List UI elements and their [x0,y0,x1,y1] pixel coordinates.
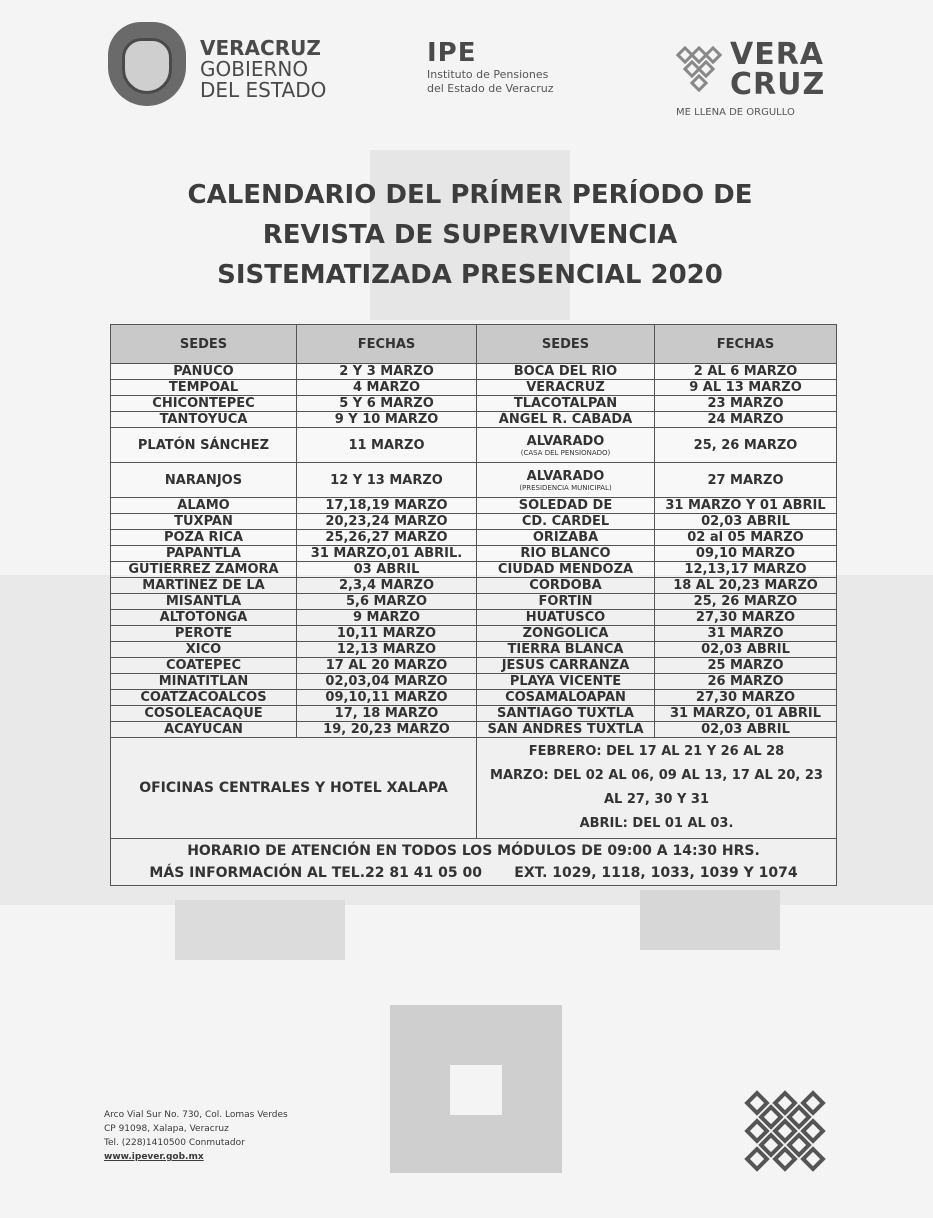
oficinas-date-line: FEBRERO: DEL 17 AL 21 Y 26 AL 28 [528,744,785,759]
table-row [111,690,837,706]
fecha-cell: 25, 26 MARZO [655,428,837,463]
fecha-cell: 2 Y 3 MARZO [297,364,477,380]
table-header-row [111,325,837,364]
oficinas-date-line: ABRIL: DEL 01 AL 03. [579,816,734,831]
fecha-cell: 02,03,04 MARZO [297,674,477,690]
sede-cell: SAN ANDRÉS TUXTLA [477,722,655,738]
fecha-cell: 17, 18 MARZO [297,706,477,722]
fecha-cell: 4 MARZO [297,380,477,396]
table-row [111,722,837,738]
sede-cell: TEMPOAL [111,380,297,396]
fecha-cell: 24 MARZO [655,412,837,428]
page-title [100,175,840,295]
sede-cell: MINATITLÁN [111,674,297,690]
table-row [111,578,837,594]
address-line3: Tel. (228)1410500 Conmutador [104,1138,245,1148]
fecha-cell: 27,30 MARZO [655,690,837,706]
table-row [111,658,837,674]
sede-cell: COATZACOALCOS [111,690,297,706]
fecha-cell: 09,10 MARZO [655,546,837,562]
title-line2: REVISTA DE SUPERVIVENCIA [262,220,678,250]
sede-cell: ORIZABA [477,530,655,546]
fecha-cell: 31 MARZO,01 ABRIL. [297,546,477,562]
fecha-cell: 5 Y 6 MARZO [297,396,477,412]
sede-cell: JESÚS CARRANZA [477,658,655,674]
sede-cell: PAPANTLA [111,546,297,562]
horario-text: HORARIO DE ATENCIÓN EN TODOS LOS MÓDULOS DE 09:00 A 14:30 HRS. [187,843,760,859]
table-row [111,674,837,690]
fecha-cell: 26 MARZO [655,674,837,690]
sede-cell: CHICONTEPEC [111,396,297,412]
fecha-cell: 2,3,4 MARZO [297,578,477,594]
veracruz-coat-of-arms-logo [108,22,186,106]
fecha-cell: 10,11 MARZO [297,626,477,642]
watermark-square-hole [450,1065,502,1115]
sede-cell: POZA RICA [111,530,297,546]
oficinas-dates [477,738,837,839]
sede-cell: COSAMALOAPAN [477,690,655,706]
alvarado-note: (PRESIDENCIA MUNICIPAL) [519,483,612,492]
fecha-cell: 2 AL 6 MARZO [655,364,837,380]
ipe-line2: del Estado de Veracruz [427,82,554,95]
sede-cell: BOCA DEL RÍO [477,364,655,380]
sede-cell: COATEPEC [111,658,297,674]
watermark-block [640,890,780,950]
table-row [111,642,837,658]
table-row [111,594,837,610]
vera-text: VERA [730,37,825,72]
gobierno-del-estado-logo-text [200,38,326,101]
sede-cell: TLACOTALPAN [477,396,655,412]
sede-cell: MARTÍNEZ DE LA [111,578,297,594]
fecha-cell: 12,13 MARZO [297,642,477,658]
sede-cell: RÍO BLANCO [477,546,655,562]
table-row [111,530,837,546]
sede-cell: COSOLEACAQUE [111,706,297,722]
gob-line1: VERACRUZ [200,36,321,60]
fecha-cell: 27 MARZO [655,463,837,498]
title-line3: SISTEMATIZADA PRESENCIAL 2020 [217,260,723,290]
address-line1: Arco Vial Sur No. 730, Col. Lomas Verdes [104,1110,288,1120]
table-row [111,498,837,514]
fecha-cell: 20,23,24 MARZO [297,514,477,530]
sede-cell: ALVARADO (PRESIDENCIA MUNICIPAL) [477,463,655,498]
fecha-cell: 19, 20,23 MARZO [297,722,477,738]
col-header-sedes: SEDES [111,325,297,364]
fecha-cell: 17 AL 20 MARZO [297,658,477,674]
sede-cell: ACAYUCAN [111,722,297,738]
sede-cell: ÁLAMO [111,498,297,514]
fecha-cell: 17,18,19 MARZO [297,498,477,514]
fecha-cell: 27,30 MARZO [655,610,837,626]
table-row [111,396,837,412]
fecha-cell: 9 AL 13 MARZO [655,380,837,396]
fecha-cell: 25, 26 MARZO [655,594,837,610]
fecha-cell: 02 al 05 MARZO [655,530,837,546]
sede-cell: NARANJOS [111,463,297,498]
table-row [111,514,837,530]
sede-cell: PLATÓN SÁNCHEZ [111,428,297,463]
address-block [104,1108,288,1164]
table-row [111,428,837,463]
oficinas-label: OFICINAS CENTRALES Y HOTEL XALAPA [111,738,477,839]
fecha-cell: 11 MARZO [297,428,477,463]
fecha-cell: 12 Y 13 MARZO [297,463,477,498]
sede-cell: CD. CARDEL [477,514,655,530]
ipe-acronym: IPE [427,38,477,68]
sede-cell: XICO [111,642,297,658]
sede-cell: TANTOYUCA [111,412,297,428]
knot-icon [676,46,722,92]
extensions-text: EXT. 1029, 1118, 1033, 1039 Y 1074 [514,865,798,881]
fecha-cell: 02,03 ABRIL [655,514,837,530]
alvarado-note: (CASA DEL PENSIONADO) [520,448,611,457]
footer-cell [111,839,837,886]
fecha-cell: 31 MARZO [655,626,837,642]
table-body [111,364,837,738]
sede-cell: VERACRUZ [477,380,655,396]
ipe-logo [427,38,554,96]
watermark-block [175,900,345,960]
sede-cell: CÓRDOBA [477,578,655,594]
footer-row [111,839,837,886]
oficinas-row [111,738,837,839]
table-row [111,380,837,396]
sede-cell: PÁNUCO [111,364,297,380]
fecha-cell: 9 Y 10 MARZO [297,412,477,428]
fecha-cell: 25 MARZO [655,658,837,674]
fecha-cell: 12,13,17 MARZO [655,562,837,578]
table-row [111,463,837,498]
sede-cell: PEROTE [111,626,297,642]
schedule-table [110,324,837,886]
sede-cell: TUXPAN [111,514,297,530]
sede-cell: TIERRA BLANCA [477,642,655,658]
fecha-cell: 31 MARZO, 01 ABRIL [655,706,837,722]
gob-line3: DEL ESTADO [200,78,327,102]
address-line2: CP 91098, Xalapa, Veracruz [104,1124,229,1134]
fecha-cell: 02,03 ABRIL [655,642,837,658]
ipe-line1: Instituto de Pensiones [427,68,549,81]
sede-cell: GUTIÉRREZ ZAMORA [111,562,297,578]
cruz-text: CRUZ [730,67,826,102]
sede-cell: HUATUSCO [477,610,655,626]
fecha-cell: 5,6 MARZO [297,594,477,610]
col-header-fechas: FECHAS [655,325,837,364]
col-header-sedes: SEDES [477,325,655,364]
fecha-cell: 25,26,27 MARZO [297,530,477,546]
fecha-cell: 09,10,11 MARZO [297,690,477,706]
sede-cell: CIUDAD MENDOZA [477,562,655,578]
oficinas-date-line: MARZO: DEL 02 AL 06, 09 AL 13, 17 AL 20, 23 [490,768,823,783]
table-row [111,364,837,380]
website-link[interactable]: www.ipever.gob.mx [104,1152,204,1162]
table-row [111,626,837,642]
sede-cell: MISANTLA [111,594,297,610]
sede-cell: SOLEDAD DE [477,498,655,514]
fecha-cell: 9 MARZO [297,610,477,626]
fecha-cell: 23 MARZO [655,396,837,412]
gob-line2: GOBIERNO [200,57,309,81]
tagline: ME LLENA DE ORGULLO [676,107,795,118]
table-row [111,562,837,578]
sede-cell: ZONGOLICA [477,626,655,642]
sede-cell: PLAYA VICENTE [477,674,655,690]
table-row [111,546,837,562]
sede-cell: ÁNGEL R. CABADA [477,412,655,428]
sede-cell: FORTÍN [477,594,655,610]
fecha-cell: 02,03 ABRIL [655,722,837,738]
table-row [111,412,837,428]
fecha-cell: 03 ABRIL [297,562,477,578]
table-row [111,706,837,722]
sede-cell: ALVARADO (CASA DEL PENSIONADO) [477,428,655,463]
veracruz-knot-icon [744,1090,826,1172]
table-row [111,610,837,626]
sede-cell: SANTIAGO TUXTLA [477,706,655,722]
col-header-fechas: FECHAS [297,325,477,364]
info-phone-text: MÁS INFORMACIÓN AL TEL.22 81 41 05 00 [149,865,482,881]
fecha-cell: 31 MARZO Y 01 ABRIL [655,498,837,514]
title-line1: CALENDARIO DEL PRÍMER PERÍODO DE [187,180,753,210]
sede-cell: ALTOTONGA [111,610,297,626]
fecha-cell: 18 AL 20,23 MARZO [655,578,837,594]
oficinas-date-line: AL 27, 30 Y 31 [603,792,710,807]
